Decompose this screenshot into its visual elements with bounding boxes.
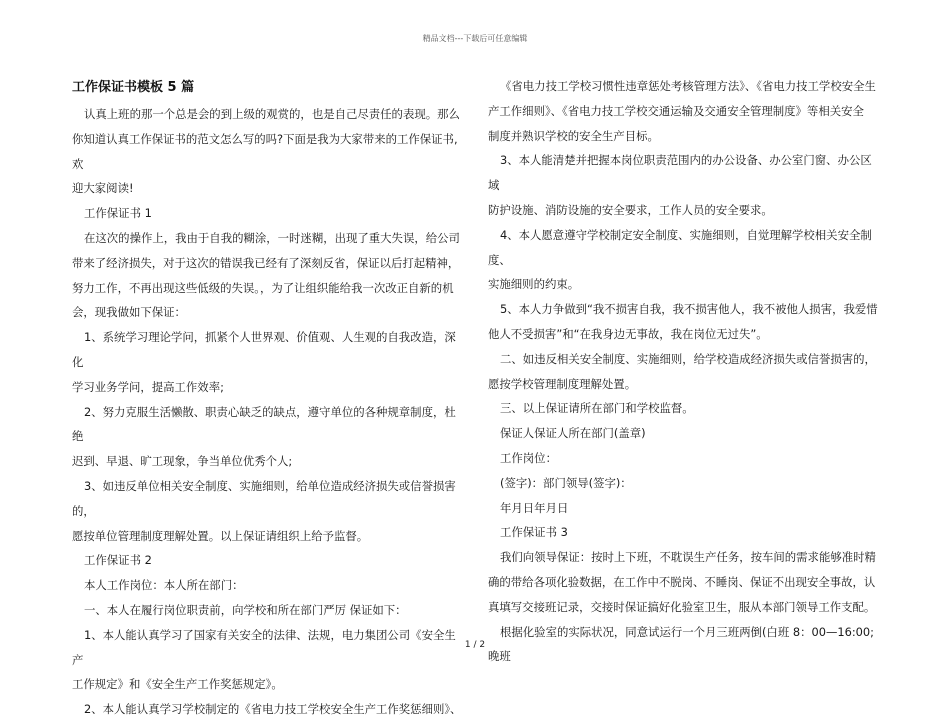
text-line: 会，现我做如下保证： [72,305,186,320]
text-line: 在这次的操作上，我由于自我的糊涂，一时迷糊，出现了重大失误，给公司 [84,230,460,245]
text-line: 二、如违反相关安全制度、实施细则，给学校造成经济损失或信誉损害的， [500,351,876,366]
text-line: 认真上班的那一个总是会的到上级的观赏的，也是自己尽责任的表现。那么 [84,107,460,121]
text-line: (签字)：部门领导(签字)： [500,475,632,490]
text-line: 愿按单位管理制度理解处置。以上保证请组织上给予监督。 [72,528,369,543]
text-line: 工作规定》和《安全生产工作奖惩规定》。 [72,677,283,692]
text-line: 工作保证书 2 [84,553,152,568]
text-line: 学习业务学问，提高工作效率; [72,379,224,394]
text-line: 工作保证书 3 [500,525,568,540]
text-line: 确的带给各项化验数据，在工作中不脱岗、不睡岗、保证不出现安全事故，认 [488,574,876,589]
text-line: 防护设施、消防设施的安全要求，工作人员的安全要求。 [488,202,773,217]
text-line: 三、以上保证请所在部门和学校监督。 [500,401,694,416]
text-line: 迟到、早退、旷工现象，争当单位优秀个人; [72,454,293,469]
text-line: 1、本人能认真学习了国家有关安全的法律、法规，电力集团公司《安全生产 [72,627,456,667]
text-line: 一、本人在履行岗位职责前，向学校和所在部门严厉 保证如下： [84,602,407,617]
page-number: 1 / 2 [464,640,486,650]
text-line: 我们向领导保证：按时上下班，不耽误生产任务，按车间的需求能够准时精 [500,550,876,565]
left-column [72,102,462,722]
text-line: 迎大家阅读! [72,181,134,196]
right-column [488,74,880,669]
text-line: 1、系统学习理论学问，抓紧个人世界观、价值观、人生观的自我改造，深化 [72,330,456,369]
text-line: 愿按学校管理制度理解处置。 [488,376,637,391]
document-title: 工作保证书模板 5 篇 [72,80,195,95]
text-line: 保证人保证人所在部门(盖章) [500,426,646,441]
text-line: 5、本人力争做到“我不损害自我，我不损害他人，我不被他人损害，我爱惜 [500,302,878,317]
text-line: 产工作细则》、《省电力技工学校交通运输及交通安全管理制度》等相关安全 [488,103,864,118]
text-line: 2、本人能认真学习学校制定的《省电力技工学校安全生产工作奖惩细则》、 [84,702,462,717]
text-line: 3、如违反单位相关安全制度、实施细则，给单位造成经济损失或信誉损害的， [72,478,456,518]
text-line: 真填写交接班记录，交接时保证搞好化验室卫生，服从本部门领导工作支配。 [488,599,876,614]
text-line: 制度并熟识学校的安全生产目标。 [488,128,659,143]
text-line: 4、本人愿意遵守学校制定安全制度、实施细则，自觉理解学校相关安全制度、 [488,227,872,267]
text-line: 他人不受损害”和“在我身边无事故，我在岗位无过失”。 [488,326,768,341]
text-line: 2、努力克服生活懒散、职责心缺乏的缺点，遵守单位的各种规章制度，杜绝 [72,404,456,444]
text-line: 你知道认真工作保证书的范文怎么写的吗?下面是我为大家带来的工作保证书,欢 [72,131,458,171]
text-line: 年月日年月日 [500,500,569,515]
text-line: 带来了经济损失，对于这次的错误我已经有了深刻反省，保证以后打起精神， [72,255,460,270]
text-line: 实施细则的约束。 [488,277,580,292]
page-header: 精品文档---下载后可任意编辑 [422,34,528,43]
text-line: 工作岗位： [500,450,557,465]
text-line: 努力工作，不再出现这些低级的失误。，为了让组织能给我一次改正自新的机 [72,280,454,295]
text-line: 《省电力技工学校习惯性违章惩处考核管理方法》、《省电力技工学校安全生 [500,79,876,93]
text-line: 根据化验室的实际状况，同意试运行一个月三班两倒(白班 8：00—16:00;晚班 [488,624,875,664]
text-line: 本人工作岗位：本人所在部门： [84,578,244,593]
text-line: 工作保证书 1 [84,206,152,221]
text-line: 3、本人能清楚并把握本岗位职责范围内的办公设备、办公室门窗、办公区域 [488,153,872,193]
